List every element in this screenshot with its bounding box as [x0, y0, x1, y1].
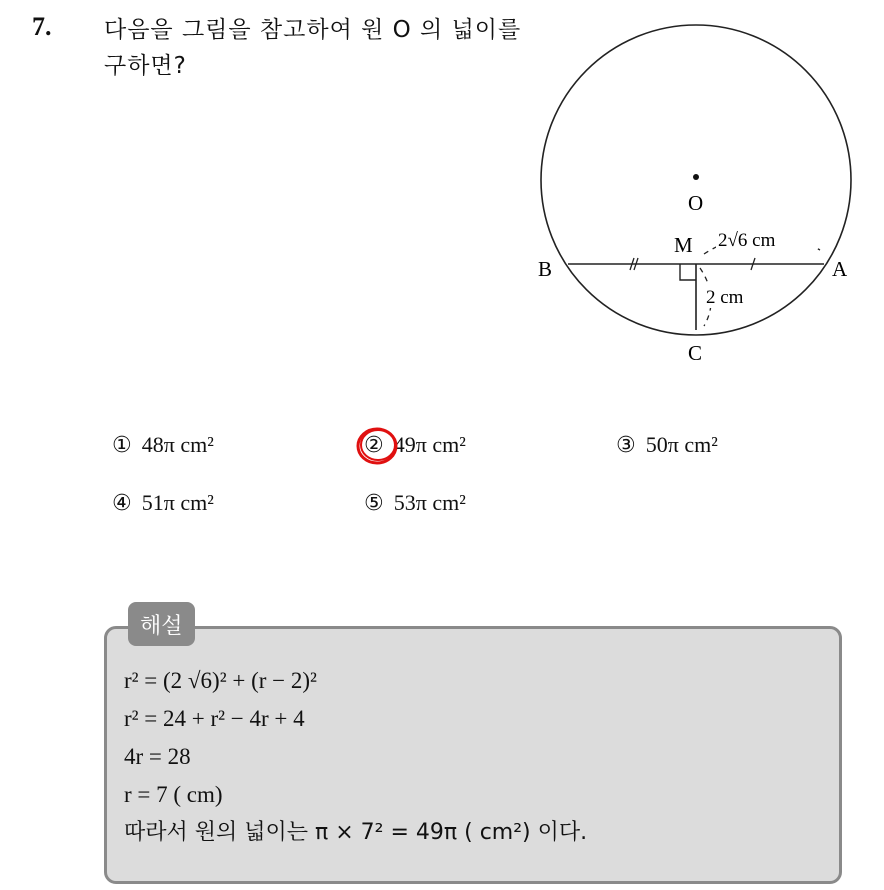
choice-value: 53π cm² [393, 490, 466, 515]
choice-mark: ① [112, 432, 132, 458]
question-text: 다음을 그림을 참고하여 원 O 의 넓이를 구하면? [104, 17, 522, 79]
label-b: B [538, 257, 553, 281]
label-m: M [674, 233, 693, 257]
solution-line: 따라서 원의 넓이는 π × 7² = 49π ( cm²) 이다. [124, 820, 588, 845]
center-point [693, 174, 699, 180]
choice-mark: ⑤ [364, 490, 384, 516]
choice-mark: ② [364, 432, 384, 458]
solution-line: r = 7 ( cm) [124, 782, 223, 807]
label-ma-length: 2√6 cm [718, 230, 776, 251]
question-number: 7. [32, 12, 52, 41]
circle-figure [520, 20, 870, 380]
choice-value: 51π cm² [141, 490, 214, 515]
choice-mark: ③ [616, 432, 636, 458]
choice-value: 49π cm² [393, 432, 466, 457]
choice-4[interactable] [112, 490, 214, 516]
solution-content [124, 662, 587, 852]
choice-mark: ④ [112, 490, 132, 516]
choice-value: 50π cm² [645, 432, 718, 457]
choice-1[interactable] [112, 432, 214, 458]
solution-line: 4r = 28 [124, 744, 191, 769]
label-a: A [832, 257, 848, 281]
label-o: O [688, 191, 704, 215]
choice-value: 48π cm² [141, 432, 214, 457]
solution-line: r² = (2 √6)² + (r − 2)² [124, 668, 317, 693]
solution-line: r² = 24 + r² − 4r + 4 [124, 706, 305, 731]
solution-tag: 해설 [128, 602, 195, 646]
label-c: C [688, 341, 703, 365]
choice-3[interactable] [616, 432, 718, 458]
choice-5[interactable] [364, 490, 466, 516]
selected-circle-mark [354, 424, 402, 468]
label-mc-length: 2 cm [706, 287, 744, 308]
right-angle-mark [680, 264, 696, 280]
